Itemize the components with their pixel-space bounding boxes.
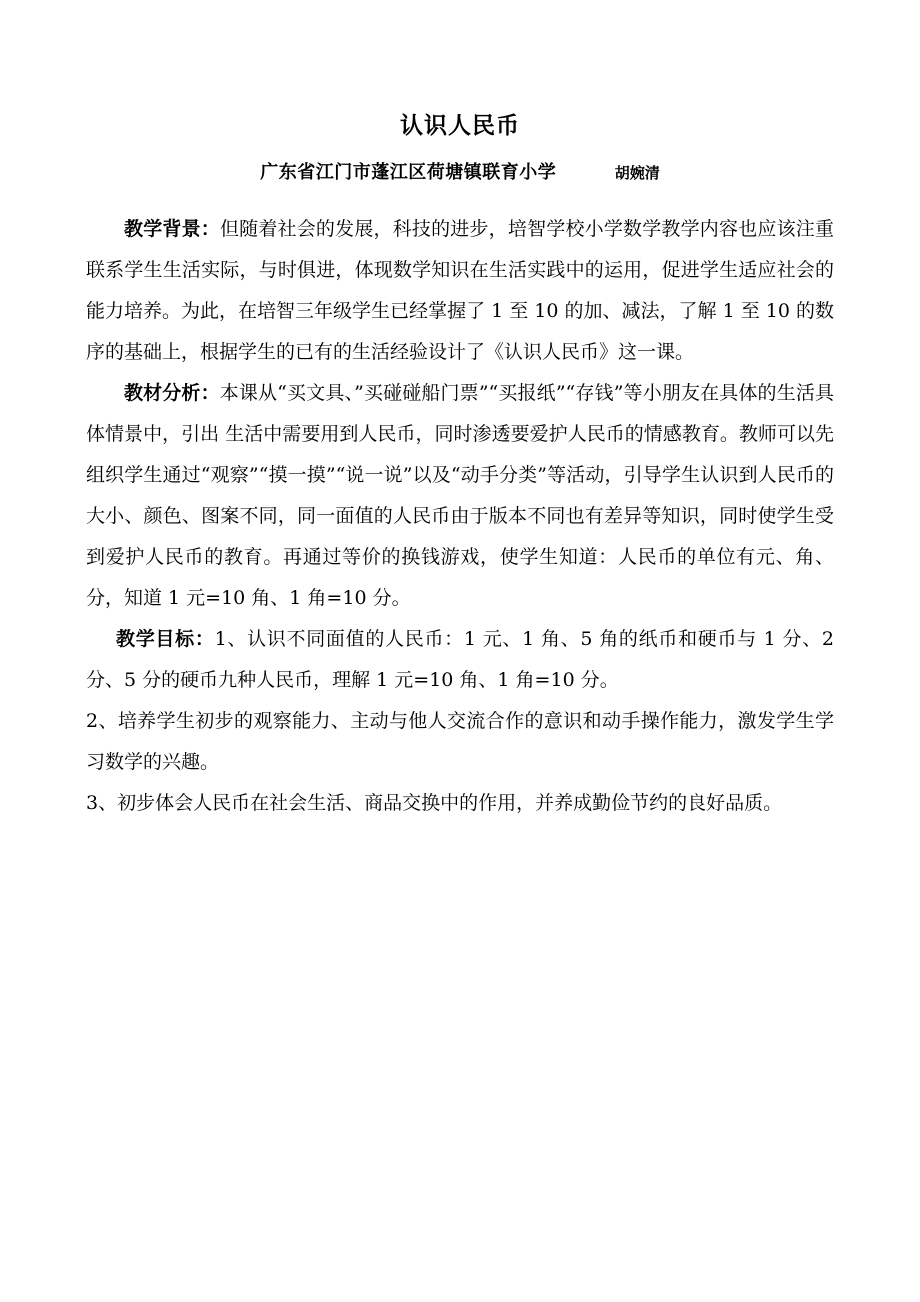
section-label-teaching-background: 教学背景： xyxy=(124,218,220,241)
section-text-material-analysis: 本课从“买文具、”买碰碰船门票”“买报纸”“存钱”等小朋友在具体的生活具体情景中，引出 生活中需要用到人民币，同时渗透要爱护人民币的情感教育。教师可以先组织学生通过“观察”“摸一摸”“说一说”以及“动手分类”等活动，引导学生认识到人民币的大小、颜色、图案不同，同一面值的人民币由于版本不同也有差异等知识，同时使学生受到爱护人民币的教育。再通过等价的换钱游戏，使学生知道：人民币的单位有元、角、分，知道 1 元=10 角、1 角=10 分。 xyxy=(86,382,834,610)
section-teaching-background xyxy=(86,209,834,373)
byline-author: 胡婉清 xyxy=(614,163,660,182)
section-label-material-analysis: 教材分析： xyxy=(124,382,220,405)
byline-school: 广东省江门市蓬江区荷塘镇联育小学 xyxy=(260,161,557,183)
section-teaching-objectives xyxy=(86,619,834,701)
section-text-teaching-objectives: 1、认识不同面值的人民币：1 元、1 角、5 角的纸币和硬币与 1 分、2 分、5 分的硬币九种人民币，理解 1 元=10 角、1 角=10 分。 xyxy=(86,628,834,692)
byline xyxy=(86,162,834,184)
section-label-teaching-objectives: 教学目标： xyxy=(116,628,215,651)
section-material-analysis xyxy=(86,373,834,619)
section-text-teaching-background: 但随着社会的发展，科技的进步，培智学校小学数学教学内容也应该注重联系学生生活实际，与时俱进，体现数学知识在生活实践中的运用，促进学生适应社会的能力培养。为此，在培智三年级学生已经掌握了 1 至 10 的加、减法，了解 1 至 10 的数序的基础上，根据学生的已有的生活经验设计了《认识人民币》这一课。 xyxy=(86,218,834,364)
goal-item-3: 3、初步体会人民币在社会生活、商品交换中的作用，并养成勤俭节约的良好品质。 xyxy=(86,792,783,815)
goal-item-2: 2、培养学生初步的观察能力、主动与他人交流合作的意识和动手操作能力，激发学生学习数学的兴趣。 xyxy=(86,710,834,774)
page-title: 认识人民币 xyxy=(400,112,520,139)
